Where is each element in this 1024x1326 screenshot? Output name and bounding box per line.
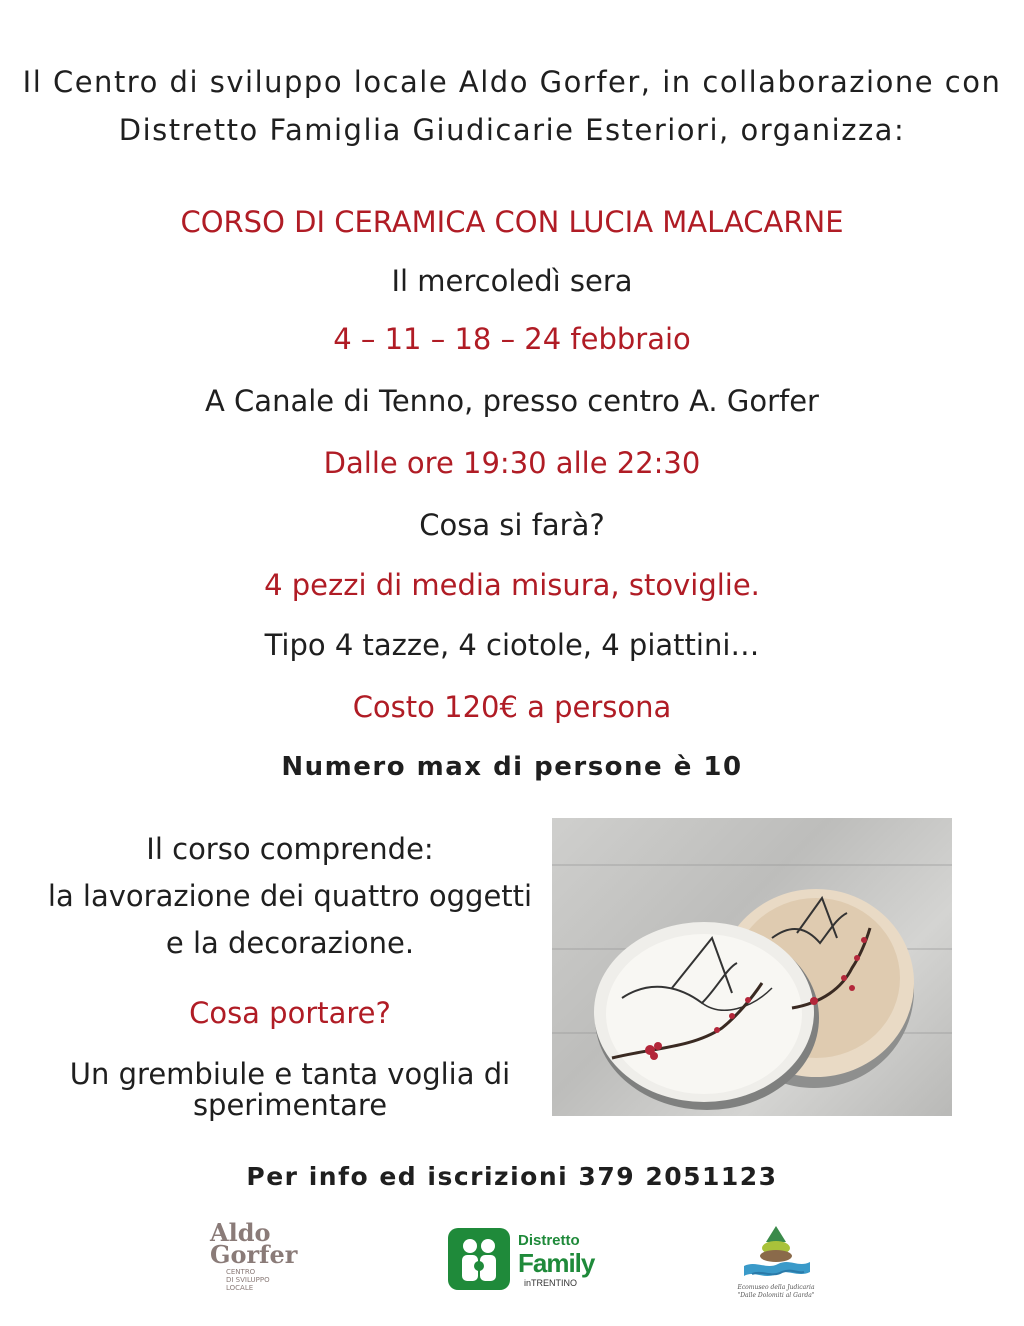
includes-heading: Il corso comprende: bbox=[146, 832, 434, 866]
intro-line-1: Il Centro di sviluppo locale Aldo Gorfer, in collaborazione con bbox=[22, 65, 1002, 99]
ceramic-bowls-photo bbox=[552, 818, 952, 1116]
course-title: CORSO DI CERAMICA CON LUCIA MALACARNE bbox=[180, 205, 844, 239]
contact-info: Per info ed iscrizioni 379 2051123 bbox=[246, 1162, 778, 1191]
family-icon bbox=[448, 1228, 510, 1290]
course-question: Cosa si farà? bbox=[419, 508, 605, 542]
ecomuseo-mark-icon bbox=[726, 1222, 826, 1284]
course-location: A Canale di Tenno, presso centro A. Gorfer bbox=[205, 384, 819, 418]
ecomuseo-line-2: "Dalle Dolomiti al Garda" bbox=[737, 1292, 815, 1299]
course-max-people: Numero max di persone è 10 bbox=[281, 752, 743, 782]
includes-line-1: la lavorazione dei quattro oggetti bbox=[47, 879, 533, 913]
includes-line-2: e la decorazione. bbox=[165, 926, 415, 960]
bring-line-1: Un grembiule e tanta voglia di bbox=[69, 1057, 511, 1091]
aldo-logo-sub-1: CENTRO bbox=[226, 1268, 256, 1276]
ecomuseo-line-1: Ecomuseo della Judicaria bbox=[737, 1284, 815, 1291]
bring-line-2: sperimentare bbox=[192, 1088, 388, 1122]
aldo-logo-sub-3: LOCALE bbox=[226, 1284, 254, 1292]
aldo-logo-word-1: Aldo bbox=[210, 1218, 271, 1247]
aldo-gorfer-logo bbox=[210, 1218, 320, 1294]
family-logo-word-3: inTRENTINO bbox=[524, 1278, 578, 1288]
aldo-logo-word-2: Gorfer bbox=[210, 1240, 298, 1269]
intro-text bbox=[0, 58, 1024, 154]
course-cost: Costo 120€ a persona bbox=[352, 690, 672, 724]
aldo-logo-sub-2: DI SVILUPPO bbox=[226, 1276, 270, 1284]
course-pieces: 4 pezzi di media misura, stoviglie. bbox=[264, 568, 760, 602]
course-day: Il mercoledì sera bbox=[391, 264, 633, 298]
course-time: Dalle ore 19:30 alle 22:30 bbox=[323, 446, 701, 480]
family-logo-word-2: Family bbox=[518, 1248, 595, 1278]
course-examples: Tipo 4 tazze, 4 ciotole, 4 piattini… bbox=[264, 628, 760, 662]
distretto-family-logo bbox=[448, 1226, 608, 1292]
family-logo-word-1: Distretto bbox=[518, 1232, 580, 1249]
intro-line-2: Distretto Famiglia Giudicarie Esteriori, organizza: bbox=[118, 113, 906, 147]
course-dates: 4 – 11 – 18 – 24 febbraio bbox=[333, 322, 691, 356]
bring-question: Cosa portare? bbox=[189, 996, 391, 1030]
ecomuseo-logo bbox=[726, 1222, 826, 1308]
